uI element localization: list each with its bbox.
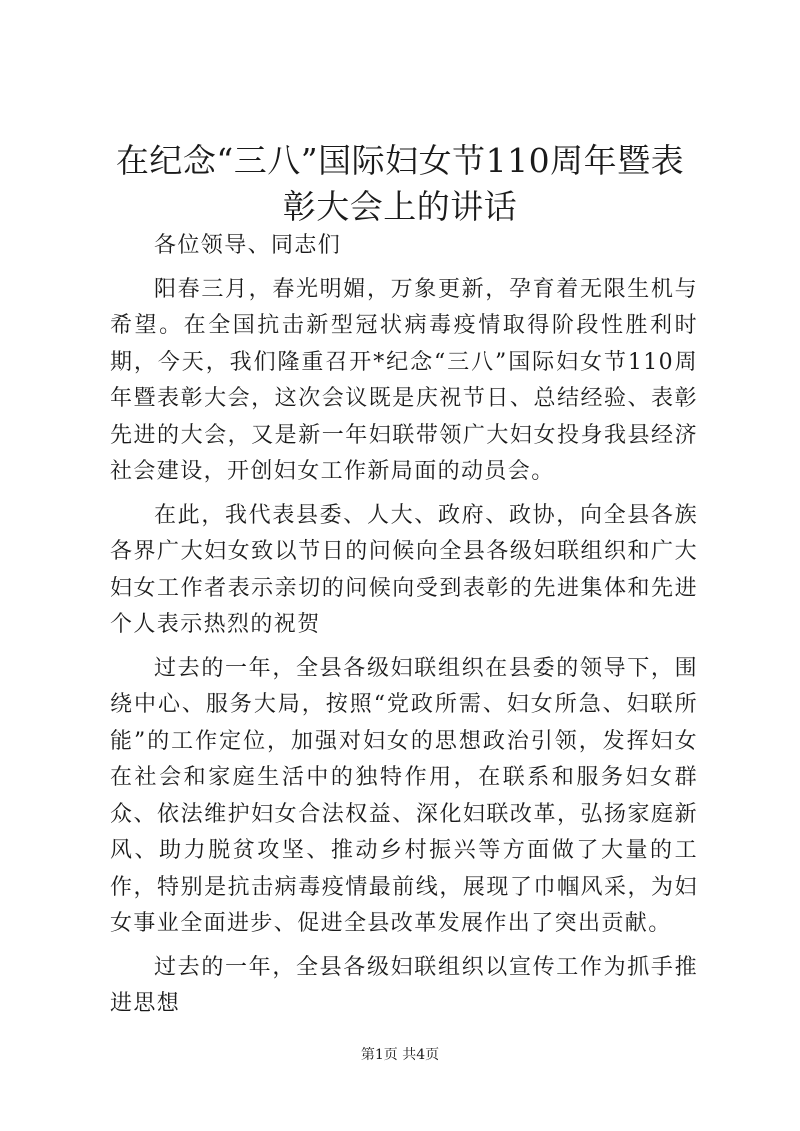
paragraph: 阳春三月，春光明媚，万象更新，孕育着无限生机与希望。在全国抗击新型冠状病毒疫情取得阶段性胜利时期，今天，我们隆重召开*纪念“三八”国际妇女节110周年暨表彰大会，这次会议既是庆祝节日、总结经验、表彰先进的大会，又是新一年妇联带领广大妇女投身我县经济社会建设，开创妇女工作新局面的动员会。 bbox=[110, 276, 698, 484]
paragraph: 过去的一年，全县各级妇联组织以宣传工作为抓手推进思想 bbox=[110, 954, 698, 1016]
page-number-footer: 第1页 共4页 bbox=[360, 1047, 440, 1063]
paragraph: 在此，我代表县委、人大、政府、政协，向全县各族各界广大妇女致以节日的问候向全县各级妇联组织和广大妇女工作者表示亲切的问候向受到表彰的先进集体和先进个人表示热烈的祝贺 bbox=[110, 502, 698, 637]
document-title: 在纪念“三八”国际妇女节110周年暨表彰大会上的讲话 bbox=[115, 141, 685, 226]
document-body bbox=[110, 228, 698, 1023]
paragraph: 过去的一年，全县各级妇联组织在县委的领导下，围绕中心、服务大局，按照“党政所需、妇女所急、妇联所能”的工作定位，加强对妇女的思想政治引领，发挥妇女在社会和家庭生活中的独特作用，在联系和服务妇女群众、依法维护妇女合法权益、深化妇联改革，弘扬家庭新风、助力脱贫攻坚、推动乡村振兴等方面做了大量的工作，特别是抗击病毒疫情最前线，展现了巾帼风采，为妇女事业全面进步、促进全县改革发展作出了突出贡献。 bbox=[110, 655, 698, 936]
salutation: 各位领导、同志们 bbox=[154, 233, 342, 258]
